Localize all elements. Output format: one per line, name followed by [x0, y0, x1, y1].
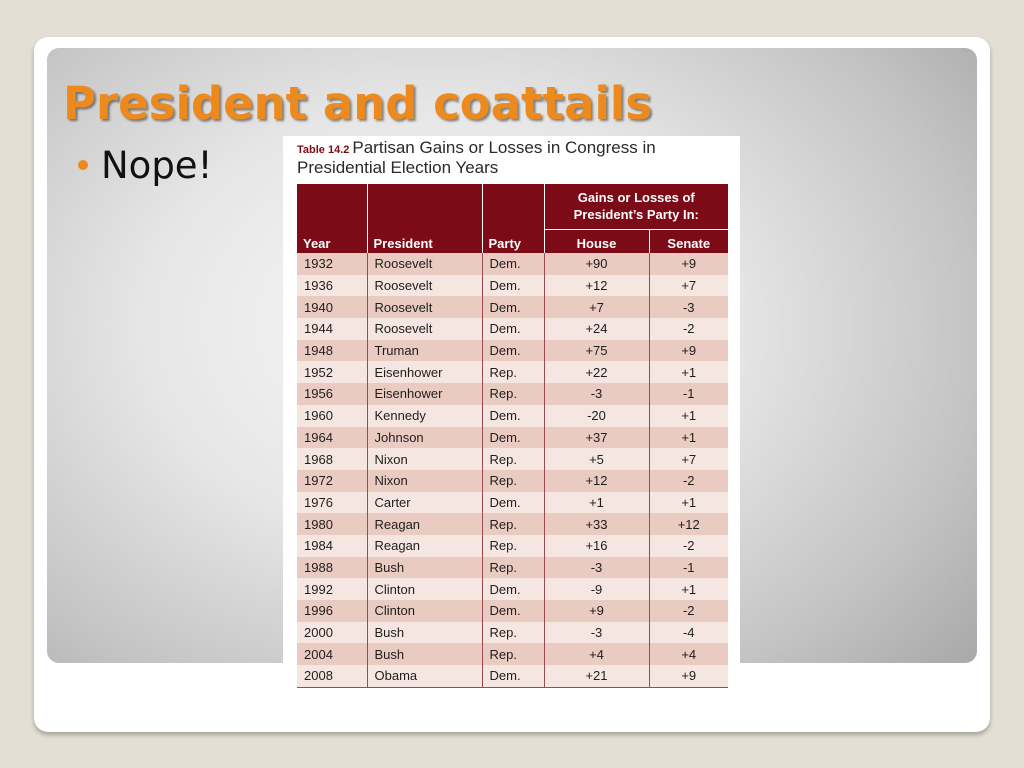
cell-year: 1992 — [297, 578, 367, 600]
cell-year: 1940 — [297, 296, 367, 318]
cell-president: Bush — [367, 622, 482, 644]
cell-party: Dem. — [482, 405, 544, 427]
cell-senate: +9 — [649, 665, 728, 687]
table-row — [297, 383, 728, 405]
cell-president: Eisenhower — [367, 361, 482, 383]
cell-house: +1 — [544, 492, 649, 514]
cell-year: 2000 — [297, 622, 367, 644]
cell-year: 1952 — [297, 361, 367, 383]
header-house: House — [544, 230, 649, 254]
cell-house: -3 — [544, 383, 649, 405]
cell-year: 2004 — [297, 643, 367, 665]
cell-year: 1984 — [297, 535, 367, 557]
table-body — [297, 253, 728, 687]
table-row — [297, 340, 728, 362]
cell-senate: +1 — [649, 427, 728, 449]
cell-house: +33 — [544, 513, 649, 535]
cell-party: Rep. — [482, 448, 544, 470]
table-row — [297, 622, 728, 644]
cell-house: +21 — [544, 665, 649, 687]
cell-president: Reagan — [367, 535, 482, 557]
cell-president: Carter — [367, 492, 482, 514]
table-row — [297, 557, 728, 579]
cell-year: 1988 — [297, 557, 367, 579]
cell-senate: +9 — [649, 340, 728, 362]
cell-party: Dem. — [482, 296, 544, 318]
cell-year: 1980 — [297, 513, 367, 535]
bullet-item — [78, 140, 212, 190]
cell-year: 1956 — [297, 383, 367, 405]
cell-president: Roosevelt — [367, 318, 482, 340]
cell-house: +7 — [544, 296, 649, 318]
cell-president: Bush — [367, 643, 482, 665]
cell-house: +22 — [544, 361, 649, 383]
cell-senate: -2 — [649, 318, 728, 340]
cell-house: -9 — [544, 578, 649, 600]
cell-party: Dem. — [482, 427, 544, 449]
header-gains-group: Gains or Losses of President’s Party In: — [544, 184, 728, 230]
cell-house: +9 — [544, 600, 649, 622]
table-row — [297, 405, 728, 427]
table-row — [297, 492, 728, 514]
cell-year: 1944 — [297, 318, 367, 340]
cell-party: Dem. — [482, 600, 544, 622]
header-senate: Senate — [649, 230, 728, 254]
cell-president: Johnson — [367, 427, 482, 449]
cell-house: -3 — [544, 557, 649, 579]
cell-president: Eisenhower — [367, 383, 482, 405]
cell-president: Obama — [367, 665, 482, 687]
cell-senate: +7 — [649, 448, 728, 470]
cell-president: Nixon — [367, 470, 482, 492]
cell-president: Nixon — [367, 448, 482, 470]
cell-senate: -2 — [649, 600, 728, 622]
cell-president: Roosevelt — [367, 296, 482, 318]
cell-president: Roosevelt — [367, 275, 482, 297]
bullet-text: Nope! — [101, 143, 213, 187]
cell-year: 1960 — [297, 405, 367, 427]
cell-president: Roosevelt — [367, 253, 482, 275]
cell-year: 1948 — [297, 340, 367, 362]
cell-year: 1972 — [297, 470, 367, 492]
cell-house: -20 — [544, 405, 649, 427]
cell-senate: +1 — [649, 578, 728, 600]
cell-senate: +4 — [649, 643, 728, 665]
cell-president: Kennedy — [367, 405, 482, 427]
cell-president: Bush — [367, 557, 482, 579]
cell-year: 1932 — [297, 253, 367, 275]
cell-year: 2008 — [297, 665, 367, 687]
header-president: President — [367, 184, 482, 253]
cell-house: +12 — [544, 275, 649, 297]
table-row — [297, 253, 728, 275]
cell-senate: -2 — [649, 470, 728, 492]
table-caption — [297, 139, 737, 177]
table-row — [297, 665, 728, 687]
cell-president: Reagan — [367, 513, 482, 535]
cell-party: Rep. — [482, 622, 544, 644]
table-figure — [283, 136, 740, 684]
cell-year: 1936 — [297, 275, 367, 297]
cell-party: Dem. — [482, 275, 544, 297]
cell-party: Rep. — [482, 513, 544, 535]
cell-senate: -3 — [649, 296, 728, 318]
table-row — [297, 535, 728, 557]
cell-year: 1996 — [297, 600, 367, 622]
cell-party: Rep. — [482, 361, 544, 383]
cell-senate: +1 — [649, 492, 728, 514]
cell-house: +75 — [544, 340, 649, 362]
cell-president: Clinton — [367, 578, 482, 600]
table-row — [297, 513, 728, 535]
slide-title: President and coattails — [63, 77, 653, 130]
bullet-dot-icon — [78, 160, 88, 170]
cell-house: +90 — [544, 253, 649, 275]
cell-house: +24 — [544, 318, 649, 340]
cell-senate: -1 — [649, 383, 728, 405]
results-table — [297, 184, 728, 688]
header-year: Year — [297, 184, 367, 253]
cell-party: Dem. — [482, 318, 544, 340]
cell-party: Rep. — [482, 557, 544, 579]
cell-house: +16 — [544, 535, 649, 557]
table-row — [297, 470, 728, 492]
table-row — [297, 448, 728, 470]
cell-senate: +1 — [649, 361, 728, 383]
table-row — [297, 318, 728, 340]
cell-senate: +9 — [649, 253, 728, 275]
cell-party: Dem. — [482, 340, 544, 362]
cell-house: +5 — [544, 448, 649, 470]
cell-year: 1976 — [297, 492, 367, 514]
cell-senate: +12 — [649, 513, 728, 535]
cell-house: +12 — [544, 470, 649, 492]
cell-party: Dem. — [482, 578, 544, 600]
cell-president: Clinton — [367, 600, 482, 622]
cell-party: Dem. — [482, 492, 544, 514]
cell-party: Rep. — [482, 383, 544, 405]
cell-senate: -4 — [649, 622, 728, 644]
cell-party: Rep. — [482, 470, 544, 492]
cell-senate: +1 — [649, 405, 728, 427]
table-number: Table 14.2 — [297, 144, 350, 156]
cell-house: -3 — [544, 622, 649, 644]
table-row — [297, 600, 728, 622]
cell-party: Dem. — [482, 253, 544, 275]
header-party: Party — [482, 184, 544, 253]
table-row — [297, 578, 728, 600]
table-row — [297, 361, 728, 383]
cell-party: Rep. — [482, 535, 544, 557]
cell-party: Dem. — [482, 665, 544, 687]
cell-president: Truman — [367, 340, 482, 362]
cell-senate: -1 — [649, 557, 728, 579]
table-row — [297, 427, 728, 449]
table-row — [297, 296, 728, 318]
table-caption-text: Partisan Gains or Losses in Congress in Presidential Election Years — [297, 138, 656, 177]
table-row — [297, 275, 728, 297]
cell-year: 1964 — [297, 427, 367, 449]
cell-house: +4 — [544, 643, 649, 665]
cell-senate: +7 — [649, 275, 728, 297]
cell-senate: -2 — [649, 535, 728, 557]
table-row — [297, 643, 728, 665]
cell-house: +37 — [544, 427, 649, 449]
cell-party: Rep. — [482, 643, 544, 665]
cell-year: 1968 — [297, 448, 367, 470]
